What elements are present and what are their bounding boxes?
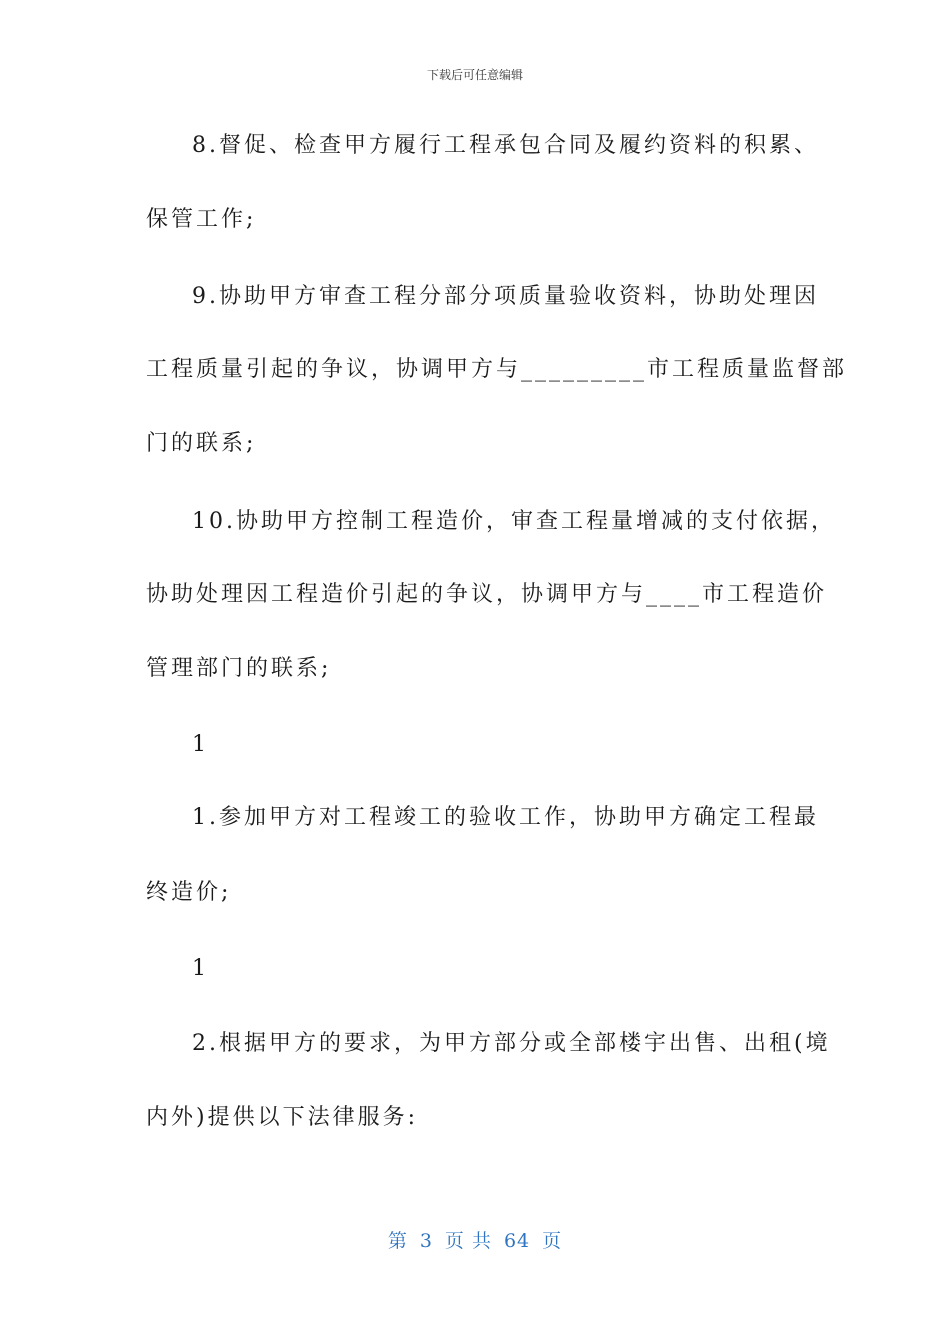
paragraph-line: 10.协助甲方控制工程造价，审查工程量增减的支付依据， <box>192 509 836 534</box>
paragraph-line: 管理部门的联系; <box>146 656 332 681</box>
paragraph-line: 2.根据甲方的要求，为甲方部分或全部楼宇出售、出租(境 <box>192 1031 831 1056</box>
paragraph-line: 门的联系; <box>146 431 257 456</box>
paragraph-line: 1.参加甲方对工程竣工的验收工作，协助甲方确定工程最 <box>192 805 819 830</box>
paragraph-line: 协助处理因工程造价引起的争议，协调甲方与____市工程造价 <box>146 582 828 607</box>
current-page-number: 3 <box>419 1230 433 1252</box>
paragraph-line: 9.协助甲方审查工程分部分项质量验收资料，协助处理因 <box>192 284 819 309</box>
footer-suffix: 页 <box>542 1230 563 1252</box>
paragraph-line: 1 <box>192 956 209 981</box>
paragraph-line: 内外)提供以下法律服务: <box>146 1105 418 1130</box>
page-footer <box>0 1226 950 1253</box>
paragraph-line: 8.督促、检查甲方履行工程承包合同及履约资料的积累、 <box>192 133 819 158</box>
paragraph-line: 保管工作; <box>146 207 257 232</box>
footer-middle: 页 共 <box>444 1230 492 1252</box>
paragraph-line: 终造价; <box>146 880 232 905</box>
footer-prefix: 第 <box>387 1230 408 1252</box>
total-page-number: 64 <box>503 1230 531 1252</box>
header-note: 下载后可任意编辑 <box>426 68 523 82</box>
paragraph-line: 工程质量引起的争议，协调甲方与_________市工程质量监督部 <box>146 357 848 382</box>
paragraph-line: 1 <box>192 732 209 757</box>
